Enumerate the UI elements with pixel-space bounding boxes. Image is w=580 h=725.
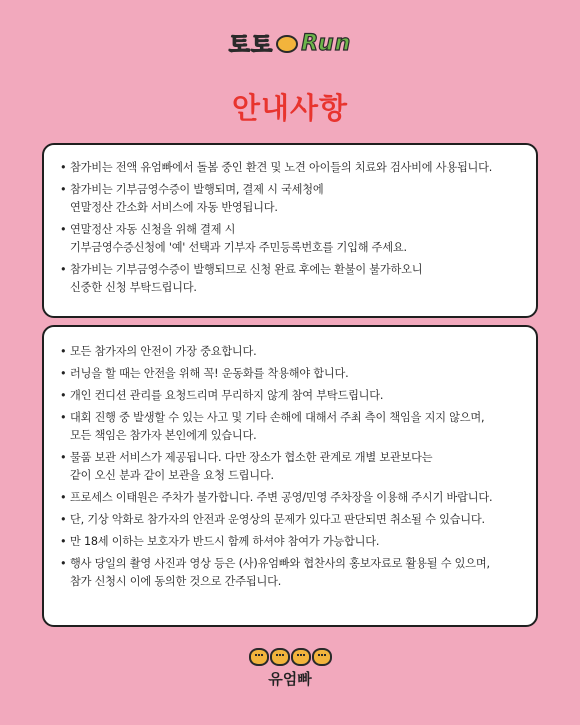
notice-box-fees (42, 143, 538, 318)
event-logo (0, 28, 580, 59)
list-item: • 행사 당일의 촬영 사진과 영상 등은 (사)유엄빠와 협찬사의 홍보자료로 활용될 수 있으며, 참가 신청시 이에 동의한 것으로 간주됩니다. (70, 555, 522, 591)
list-item: • 참가비는 기부금영수증이 발행되므로 신청 완료 후에는 환불이 불가하오니 신중한 신청 부탁드립니다. (70, 261, 522, 297)
list-item: • 참가비는 기부금영수증이 발행되며, 결제 시 국세청에 연말정산 간소화 서비스에 자동 반영됩니다. (70, 181, 522, 217)
dog-faces-icon (249, 648, 332, 666)
list-item: • 참가비는 전액 유엄빠에서 돌봄 중인 환견 및 노견 아이들의 치료와 검사비에 사용됩니다. (70, 159, 522, 177)
dog-face-icon (276, 35, 298, 53)
list-item: • 연말정산 자동 신청을 위해 결제 시 기부금영수증신청에 '예' 선택과 기부자 주민등록번호를 기입해 주세요. (70, 221, 522, 257)
list-item: • 모든 참가자의 안전이 가장 중요합니다. (70, 343, 522, 361)
organizer-name: 유엄빠 (268, 670, 312, 688)
organizer-logo (0, 648, 580, 689)
list-item: • 개인 컨디션 관리를 요청드리며 무리하지 않게 참여 부탁드립니다. (70, 387, 522, 405)
list-item: • 프로세스 이태원은 주차가 불가합니다. 주변 공영/민영 주차장을 이용해 주시기 바랍니다. (70, 489, 522, 507)
logo-run-text: Run (301, 31, 352, 56)
list-item: • 만 18세 이하는 보호자가 반드시 함께 하셔야 참여가 가능합니다. (70, 533, 522, 551)
page-title: 안내사항 (231, 91, 349, 125)
list-item: • 대회 진행 중 발생할 수 있는 사고 및 기타 손해에 대해서 주최 측이 책임을 지지 않으며, 모든 책임은 참가자 본인에게 있습니다. (70, 409, 522, 445)
list-item: • 단, 기상 악화로 참가자의 안전과 운영상의 문제가 있다고 판단되면 취소될 수 있습니다. (70, 511, 522, 529)
list-item: • 러닝을 할 때는 안전을 위해 꼭! 운동화를 착용해야 합니다. (70, 365, 522, 383)
notice-box-safety (42, 325, 538, 627)
logo-korean-text: 토토 (228, 33, 274, 58)
list-item: • 물품 보관 서비스가 제공됩니다. 다만 장소가 협소한 관계로 개별 보관보다는 같이 오신 분과 같이 보관을 요청 드립니다. (70, 449, 522, 485)
